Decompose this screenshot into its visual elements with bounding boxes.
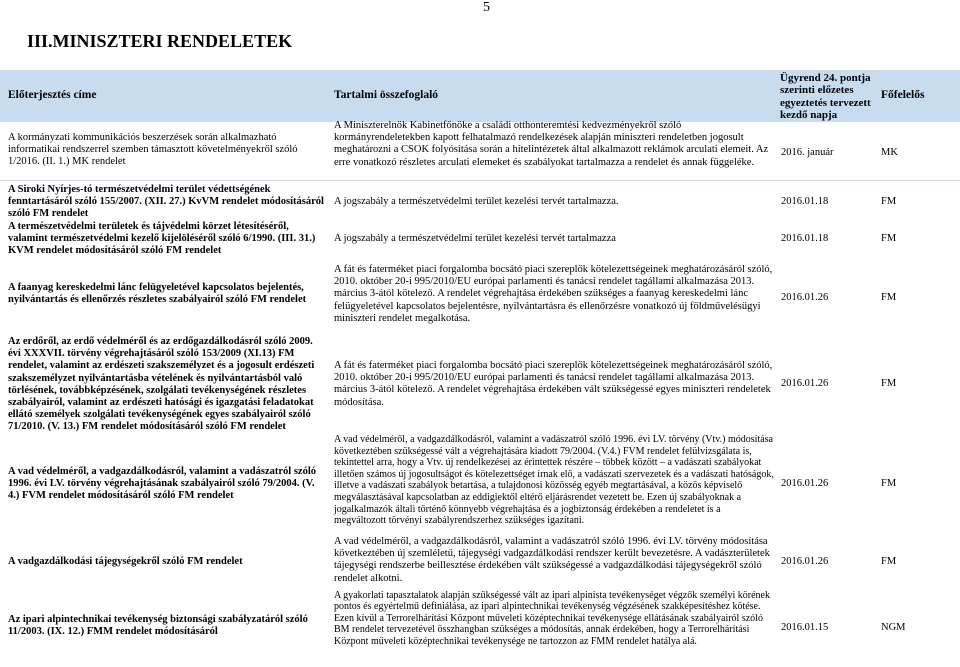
table-row-date: 2016.01.18 bbox=[781, 233, 829, 244]
header-title-column: Előterjesztés címe bbox=[8, 89, 97, 101]
table-row: A kormányzati kommunikációs beszerzések során alkalmazható informatikai rendszerrel szemben támasztott követelményekről szóló 1/2016. (II. 1.) MK rendelet bbox=[8, 132, 298, 168]
table-row: Az erdőről, az erdő védelméről és az erdőgazdálkodásról szóló 2009. évi XXXVII. törvény végrehajtásáról szóló 153/2009 (XI.13) FM rendelet, valamint az erdészeti szakszemélyzet és a jogosult erdészeti szakszemélyzet nyilvántartásba vételének és nyilvántartásból való törlésének, továbbképzésének, szolgálati tevékenységének részletes szabályairól, valamint az erdészeti hatósági és igazgatási feladatokat ellátó személyek szolgálati tevékenységének egyes szabályairól szóló 71/2010. (V. 13.) FM rendelet módosításáról szóló FM rendelet bbox=[8, 336, 315, 433]
table-row-responsible: FM bbox=[881, 378, 897, 389]
table-row: A vadgazdálkodási tájegységekről szóló FM rendelet bbox=[8, 556, 243, 567]
page-number: 5 bbox=[483, 0, 490, 15]
table-row-date: 2016.01.26 bbox=[781, 292, 829, 303]
table-row: A vad védelméről, a vadgazdálkodásról, valamint a vadászatról szóló 1996. évi LV. törvény végrehajtásának szabályairól szóló 79/2004. (V. 4.) FVM rendelet módosításáról szóló FM rendelet bbox=[8, 466, 316, 502]
table-row-responsible: MK bbox=[881, 147, 898, 158]
table-row-date: 2016.01.18 bbox=[781, 196, 829, 207]
header-summary-column: Tartalmi összefoglaló bbox=[334, 89, 439, 101]
table-row-responsible: FM bbox=[881, 233, 897, 244]
table-row-summary: A vad védelméről, a vadgazdálkodásról, valamint a vadászatról szóló 1996. évi LV. törvény (Vtv.) módosítása következtében szükségessé vált a végrehajtására kiadott 79/2004. (V.4.) FVM rendelet felülvizsgálata is, tekintettel arra, hogy a Vtv. új rendelkezései az érintettek részére – többek között – a vadászati szabályokat illetően számos új jogosultságot és kötelezettséget írnak elő, a vadászati szervezetek és a vadászati hatóságok, illetve a vadászati szabályok betartása, a tulajdonosi közösség egyéb megtartásával, a közös képviselő megválasztásával kapcsolatban az eddigiektől eltérő eljárásrendet vezetett be. Ezen új szabályoknak a jogalkalmazók általi történő könnyebb végrehajtása és a jogbiztonság érdekében a rendeletet is a megváltozott törvényi szabályrendszerhez szükséges igazítani. bbox=[334, 434, 774, 527]
table-row-summary: A vad védelméről, a vadgazdálkodásról, valamint a vadászatról szóló 1996. évi LV. törvény módosítása következtében új szemléletű, tájegységi vadgazdálkodási rendszer került bevezetésre. A vadászterületek tájegységi rendszerbe beillesztése érdekében vált szükségessé a vadgazdálkodási tájegységekről szóló rendelet alkotni. bbox=[334, 536, 770, 584]
table-row: Az ipari alpintechnikai tevékenység biztonsági szabályzatáról szóló 11/2003. (IX. 12.) FMM rendelet módosításáról bbox=[8, 614, 308, 638]
table-row-responsible: NGM bbox=[881, 622, 906, 633]
table-row-summary: A gyakorlati tapasztalatok alapján szükségessé vált az ipari alpinista tevékenységet végzők személyi körének pontos és egyértelmű definiálása, az ipari alpintechnikai tevékenység végzésének szakképesítéshez kötése. Ezen kívül a Terrorelhárítási Központ műveleti középtechnikai tevékenysége ellátásának szabályairól szóló BM rendelet tervezetével összhangban szükséges a módosítás, annak érdekében, hogy a Terrorelhárítási Központ műveleti középtechnikai tevékenysége ne tartozzon az FMM rendelet hatálya alá. bbox=[334, 590, 770, 647]
row-divider bbox=[0, 180, 960, 181]
table-row-responsible: FM bbox=[881, 556, 897, 567]
table-row-responsible: FM bbox=[881, 292, 897, 303]
header-date-column: Ügyrend 24. pontja szerinti előzetes egyeztetés tervezett kezdő napja bbox=[780, 72, 871, 122]
table-row-date: 2016. január bbox=[781, 147, 834, 158]
table-row-date: 2016.01.26 bbox=[781, 556, 829, 567]
table-row-summary: A fát és faterméket piaci forgalomba bocsátó piaci szereplők kötelezettségeinek meghatározásáról szóló, 2010. október 20-i 995/2010/EU európai parlamenti és tanácsi rendelet tagállami alkalmazása 2013. március 3-ától kötelező. A rendelet végrehajtása érdekében vált szükségessé egyes miniszteri rendeletek módosítása. bbox=[334, 360, 773, 408]
table-row: A természetvédelmi területek és tájvédelmi körzet létesítéséről, valamint természetvédelmi kezelő kijelöléséről szóló 6/1990. (III. 31.) KVM rendelet módosításáról szóló FM rendelet bbox=[8, 221, 316, 257]
table-row-summary: A Miniszterelnök Kabinetfőnöke a családi otthonteremtési kedvezményekről szóló kormányrendeletekben kapott felhatalmazó rendelkezések alapján miniszteri rendeletben jogosult meghatározni a CSOK folyósítása során a hitelintézetek által alkalmazott reklámok arculati elemeit. Az erre vonatkozó részletes arculati elemeket és szabályokat tartalmazza a rendelet és annak függeléke. bbox=[334, 120, 769, 168]
table-row-summary: A fát és faterméket piaci forgalomba bocsátó piaci szereplők kötelezettségeinek meghatározásáról szóló, 2010. október 20-i 995/2010/EU európai parlamenti és tanácsi rendelet tagállami alkalmazása 2013. március 3-ától kötelező. A rendelet végrehajtása érdekében szükséges a faanyag kereskedelmi lánc felügyeletével kapcsolatos bejelentésre, nyilvántartásra és ellenőrzésre vonatkozó új földművelésügyi miniszteri rendelet megalkotása. bbox=[334, 264, 773, 324]
section-heading: III.MINISZTERI RENDELETEK bbox=[27, 31, 293, 51]
table-row-date: 2016.01.26 bbox=[781, 478, 829, 489]
table-row-responsible: FM bbox=[881, 478, 897, 489]
table-row: A Siroki Nyírjes-tó természetvédelmi terület védettségének fenntartásáról szóló 155/2007. (XII. 27.) KvVM rendelet módosításáról szóló FM rendelet bbox=[8, 184, 324, 220]
table-row-date: 2016.01.26 bbox=[781, 378, 829, 389]
table-row-summary: A jogszabály a természetvédelmi terület kezelési tervét tartalmazza. bbox=[334, 196, 619, 207]
table-row-date: 2016.01.15 bbox=[781, 622, 829, 633]
table-row-responsible: FM bbox=[881, 196, 897, 207]
table-row-summary: A jogszabály a természetvédelmi terület kezelési tervét tartalmazza bbox=[334, 233, 616, 244]
header-responsible-column: Főfelelős bbox=[881, 89, 925, 101]
table-row: A faanyag kereskedelmi lánc felügyeletével kapcsolatos bejelentés, nyilvántartás és ellenőrzés részletes szabályairól szóló FM rendelet bbox=[8, 282, 307, 306]
